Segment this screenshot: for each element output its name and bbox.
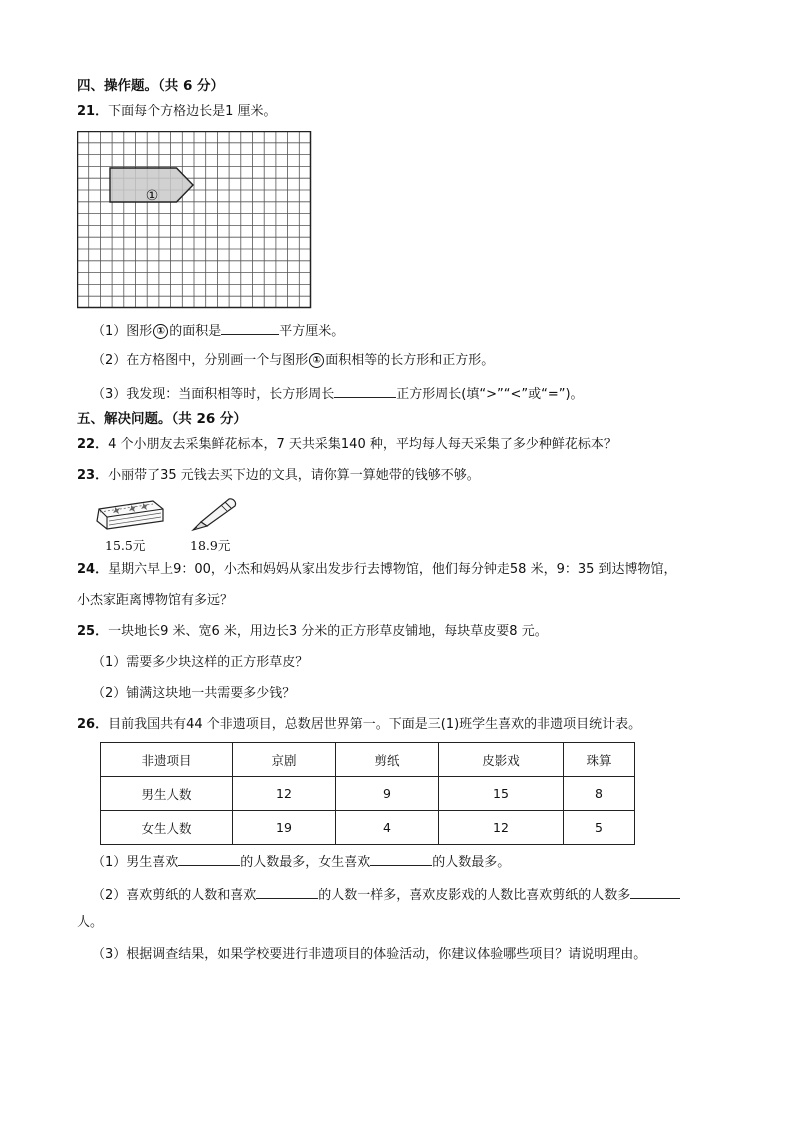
table-cell: 19 xyxy=(233,811,336,845)
answer-blank[interactable] xyxy=(256,885,318,899)
circled-one: ① xyxy=(309,353,324,368)
question-23 xyxy=(77,467,480,485)
question-text: 小丽带了35 元钱去买下边的文具，请你算一算她带的钱够不够。 xyxy=(108,468,480,483)
text: 正方形周长(填“>”“<”或“=”)。 xyxy=(396,387,584,402)
pencil-case-price: 15.5元 xyxy=(105,538,146,553)
row-label: 女生人数 xyxy=(101,811,233,845)
survey-table xyxy=(100,742,635,845)
header-cell: 皮影戏 xyxy=(439,743,564,777)
header-cell: 剪纸 xyxy=(336,743,439,777)
table-row xyxy=(101,811,635,845)
answer-blank[interactable] xyxy=(221,321,279,335)
text: 平方厘米。 xyxy=(279,324,345,339)
fountain-pen-icon xyxy=(183,496,239,532)
text: 的人数最多。 xyxy=(432,855,511,870)
q25-sub2: （2）铺满这块地一共需要多少钱？ xyxy=(92,686,296,701)
question-number: 21． xyxy=(77,104,109,119)
text: 的面积是 xyxy=(169,324,222,339)
question-text: 星期六早上9：00，小杰和妈妈从家出发步行去博物馆，他们每分钟走58 米，9：35 到达博物馆， xyxy=(108,562,677,577)
text: （2）在方格图中，分别画一个与图形 xyxy=(92,353,309,368)
q26-sub2 xyxy=(92,885,680,905)
answer-blank[interactable] xyxy=(178,852,240,866)
question-24 xyxy=(77,561,677,579)
answer-blank[interactable] xyxy=(334,384,396,398)
question-number: 23． xyxy=(77,468,109,483)
q26-sub2-line2: 人。 xyxy=(77,915,104,930)
table-cell: 15 xyxy=(439,777,564,811)
square-grid-figure xyxy=(77,131,312,309)
text: 的人数一样多，喜欢皮影戏的人数比喜欢剪纸的人数多 xyxy=(318,888,631,903)
q26-sub3: （3）根据调查结果，如果学校要进行非遗项目的体验活动，你建议体验哪些项目？请说明理由。 xyxy=(92,947,647,962)
table-header-row xyxy=(101,743,635,777)
shape-1-label: ① xyxy=(145,188,159,204)
circled-one: ① xyxy=(153,324,168,339)
table-cell: 12 xyxy=(233,777,336,811)
answer-blank[interactable] xyxy=(630,885,680,899)
pen-price: 18.9元 xyxy=(190,538,231,553)
q21-sub3 xyxy=(92,384,584,404)
text: 面积相等的长方形和正方形。 xyxy=(325,353,495,368)
question-26 xyxy=(77,716,641,734)
text: （1）男生喜欢 xyxy=(92,855,179,870)
table-cell: 12 xyxy=(439,811,564,845)
table-cell: 5 xyxy=(564,811,635,845)
question-24-line2: 小杰家距离博物馆有多远？ xyxy=(77,593,234,608)
q21-sub2 xyxy=(92,352,494,370)
question-text: 一块地长9 米、宽6 米，用边长3 分米的正方形草皮铺地，每块草皮要8 元。 xyxy=(108,624,548,639)
question-text: 4 个小朋友去采集鲜花标本，7 天共采集140 种，平均每人每天采集了多少种鲜花标本？ xyxy=(108,437,617,452)
row-label: 男生人数 xyxy=(101,777,233,811)
q25-sub1: （1）需要多少块这样的正方形草皮？ xyxy=(92,655,309,670)
pencil-case-icon xyxy=(93,497,167,533)
header-cell: 非遗项目 xyxy=(101,743,233,777)
section-heading-4: 四、操作题。（共 6 分） xyxy=(77,78,225,94)
header-cell: 珠算 xyxy=(564,743,635,777)
text: （1）图形 xyxy=(92,324,153,339)
question-number: 25． xyxy=(77,624,109,639)
table-row xyxy=(101,777,635,811)
question-number: 22． xyxy=(77,437,109,452)
question-21 xyxy=(77,103,277,121)
question-number: 26． xyxy=(77,717,109,732)
question-text: 下面每个方格边长是1 厘米。 xyxy=(108,104,277,119)
header-cell: 京剧 xyxy=(233,743,336,777)
text: 的人数最多，女生喜欢 xyxy=(240,855,371,870)
text: （3）我发现：当面积相等时，长方形周长 xyxy=(92,387,335,402)
question-25 xyxy=(77,623,548,641)
table-cell: 8 xyxy=(564,777,635,811)
question-text: 目前我国共有44 个非遗项目，总数居世界第一。下面是三(1)班学生喜欢的非遗项目统计表。 xyxy=(108,717,642,732)
question-number: 24． xyxy=(77,562,109,577)
question-22 xyxy=(77,436,617,454)
answer-blank[interactable] xyxy=(370,852,432,866)
grid-lines xyxy=(77,131,311,308)
section-heading-5: 五、解决问题。（共 26 分） xyxy=(77,411,247,427)
table-cell: 9 xyxy=(336,777,439,811)
text: （2）喜欢剪纸的人数和喜欢 xyxy=(92,888,257,903)
q26-sub1 xyxy=(92,852,510,872)
table-cell: 4 xyxy=(336,811,439,845)
q21-sub1 xyxy=(92,321,344,341)
